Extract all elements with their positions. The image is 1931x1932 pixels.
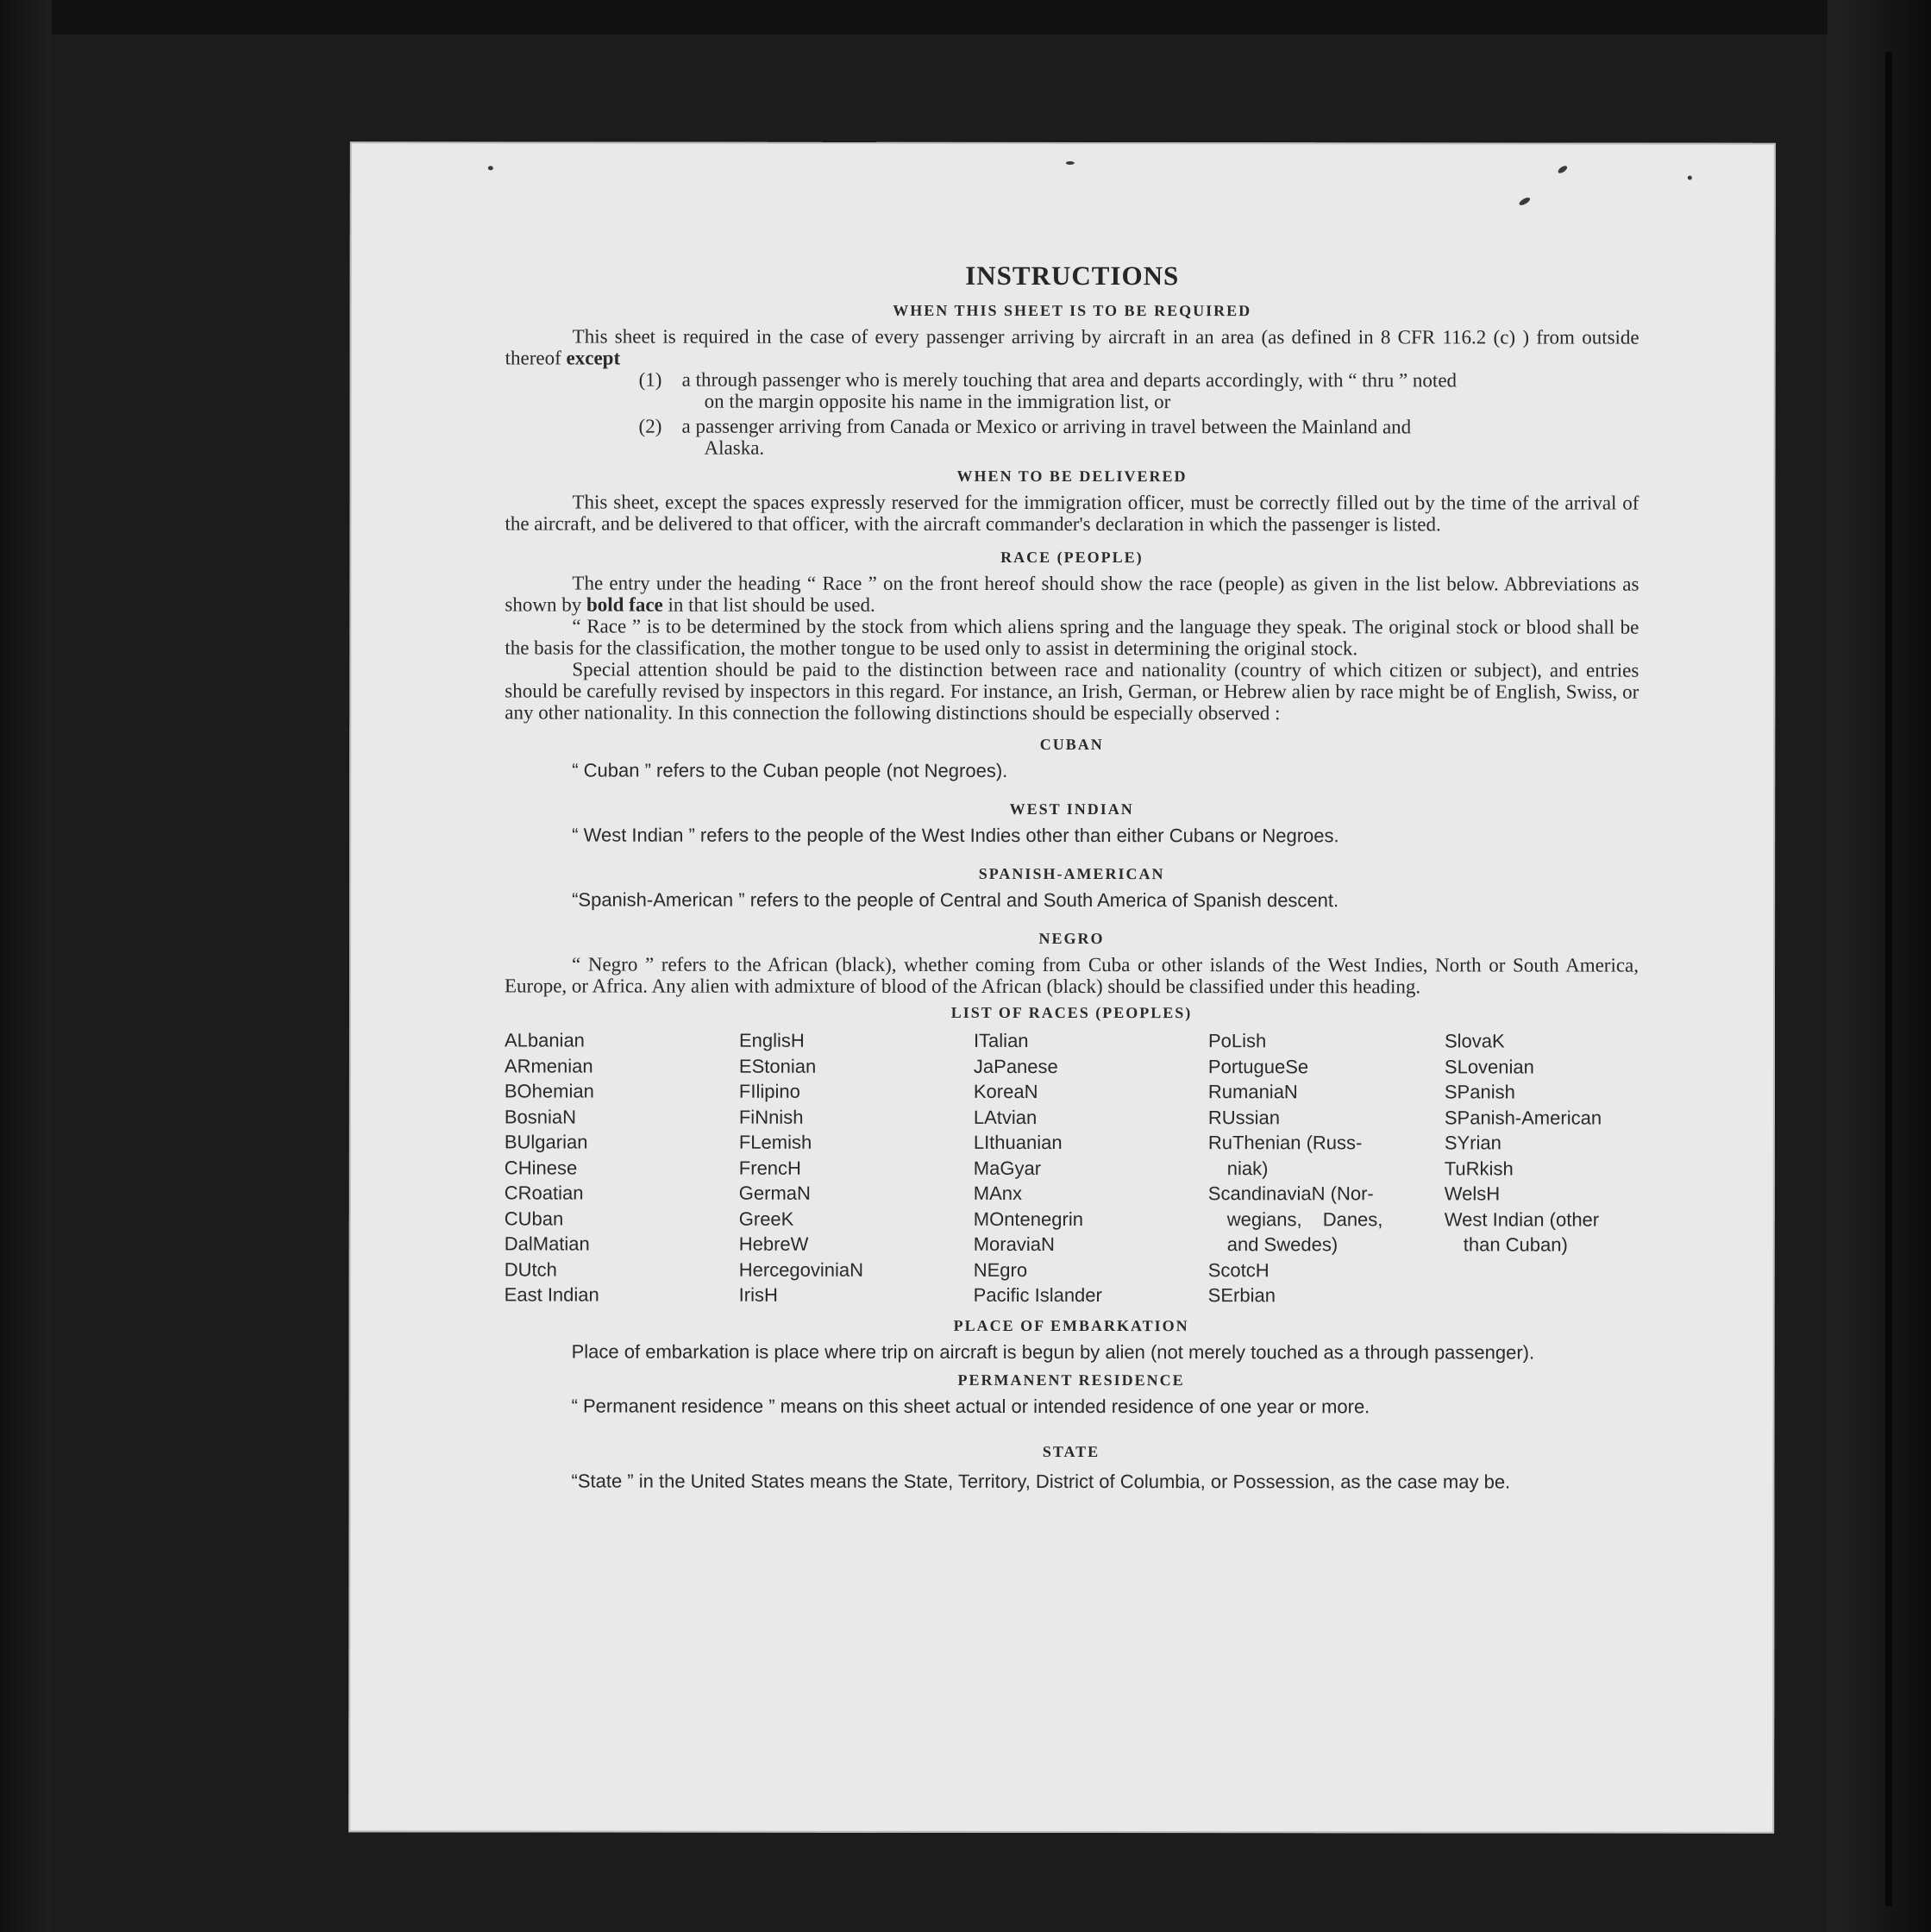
- embarkation-text: Place of embarkation is place where trip on aircraft is begun by alien (not merely touched as a through passenger).: [571, 1340, 1535, 1363]
- west-indian-text: “ West Indian ” refers to the people of the West Indies other than either Cubans or Negroes.: [572, 824, 1339, 847]
- section-heading-required: WHEN THIS SHEET IS TO BE REQUIRED: [893, 301, 1252, 320]
- speck-mark: [1518, 196, 1531, 206]
- exception-item-1: [639, 369, 1639, 413]
- race-paragraph-2: “ Race ” is to be determined by the stock from which aliens spring and the language they speak. The original stock or blood shall be the basis for the classification, the mother tongue to be used only to assist in determining the original stock.: [505, 615, 1639, 660]
- delivered-text: This sheet, except the spaces expressly reserved for the immigration officer, must be correctly filled out by the time of the arrival of the aircraft, and be delivered to that officer, with the aircraft commander's declaration in which the passenger is listed.: [505, 491, 1639, 536]
- race-entry: FLemish: [738, 1131, 812, 1153]
- section-heading-cuban: CUBAN: [1039, 735, 1104, 754]
- race-entry: CUban: [504, 1207, 564, 1229]
- section-heading-race: RACE (PEOPLE): [1000, 548, 1144, 567]
- race-entry-continued: and Swedes): [1226, 1233, 1339, 1256]
- race-entry: SErbian: [1207, 1284, 1276, 1307]
- race-entry: West Indian (other: [1444, 1208, 1600, 1231]
- races-list: [505, 1027, 1639, 1308]
- race-entry-continued: than Cuban): [1463, 1233, 1568, 1256]
- race-entry: DalMatian: [504, 1233, 590, 1255]
- speck-mark: [1066, 161, 1075, 165]
- required-intro-text: This sheet is required in the case of every passenger arriving by aircraft in an area (as defined in 8 CFR 116.2 (c) ) from outside thereof: [505, 325, 1639, 369]
- document-page: [348, 141, 1776, 1833]
- speck-mark: [1557, 165, 1568, 175]
- spanish-american-text: “Spanish-American ” refers to the people of Central and South America of Spanish descent.: [572, 888, 1339, 912]
- race-entry: NEgro: [973, 1258, 1028, 1281]
- races-column-5: [1445, 1028, 1639, 1308]
- race-entry: ScandinaviaN (Nor-: [1207, 1182, 1374, 1205]
- race-entry: PortugueSe: [1207, 1055, 1309, 1077]
- scan-border-left: [0, 0, 52, 1932]
- race-entry: RUssian: [1207, 1106, 1281, 1128]
- race-p1-text: The entry under the heading “ Race ” on the front hereof should show the race (people) as given in the list below. Abbreviations as shown by: [505, 572, 1639, 616]
- race-entry: KoreaN: [973, 1080, 1038, 1102]
- race-paragraph-1: [505, 572, 1639, 616]
- race-entry: RuThenian (Russ-: [1207, 1132, 1363, 1154]
- race-entry: BOhemian: [504, 1080, 594, 1102]
- section-heading-embarkation: PLACE OF EMBARKATION: [953, 1316, 1189, 1334]
- exception-number: (2): [638, 415, 662, 437]
- scan-border-top: [0, 0, 1931, 34]
- race-entry: BosniaN: [504, 1105, 577, 1128]
- race-entry-continued: wegians, Danes,: [1226, 1208, 1383, 1230]
- section-heading-spanish-american: SPANISH-AMERICAN: [978, 864, 1165, 883]
- race-entry: Pacific Islander: [973, 1283, 1102, 1307]
- race-entry-continued: niak): [1226, 1157, 1269, 1179]
- section-heading-west-indian: WEST INDIAN: [1009, 800, 1134, 819]
- race-entry: DUtch: [504, 1258, 557, 1280]
- race-entry: MaGyar: [973, 1157, 1042, 1179]
- race-entry: WelsH: [1444, 1182, 1501, 1205]
- race-paragraph-3: Special attention should be paid to the distinction between race and nationality (country of which citizen or subject), and entries should be carefully revised by inspectors in this regard. For instance, an Irish, German, or Hebrew alien by race might be of English, Swiss, or any other nationality. In this connection the following distinctions should be especially observed :: [505, 658, 1639, 724]
- page-title: INSTRUCTIONS: [965, 260, 1180, 292]
- race-entry: EStonian: [738, 1055, 817, 1077]
- race-entry: ScotcH: [1207, 1258, 1270, 1281]
- races-column-2: [739, 1028, 974, 1308]
- race-entry: RumaniaN: [1207, 1081, 1298, 1103]
- race-entry: FiNnish: [738, 1106, 804, 1128]
- race-entry: SPanish: [1444, 1081, 1515, 1103]
- exception-line: on the margin opposite his name in the immigration list, or: [704, 390, 1171, 413]
- race-p1-text-end: in that list should be used.: [668, 593, 875, 616]
- exception-line: a through passenger who is merely touching that area and departs accordingly, with “ thru ” noted: [681, 368, 1458, 392]
- races-column-3: [974, 1028, 1208, 1308]
- race-entry: TuRkish: [1444, 1157, 1514, 1179]
- exception-number: (1): [638, 368, 662, 391]
- exception-text: [682, 369, 1639, 413]
- exception-line: Alaska.: [704, 436, 765, 459]
- race-entry: HebreW: [738, 1233, 809, 1255]
- race-entry: ITalian: [973, 1029, 1029, 1051]
- required-intro: [505, 325, 1639, 369]
- instructions-content: [504, 258, 1639, 1495]
- race-entry: ALbanian: [504, 1029, 585, 1051]
- race-entry: CRoatian: [504, 1182, 584, 1204]
- race-entry: CHinese: [504, 1156, 578, 1179]
- exception-line: a passenger arriving from Canada or Mexico or arriving in travel between the Mainland and: [681, 415, 1412, 438]
- race-entry: GreeK: [738, 1208, 794, 1230]
- negro-text: “ Negro ” refers to the African (black), whether coming from Cuba or other islands of the West Indies, North or South America, Europe, or Africa. Any alien with admixture of blood of the African (black) should be classified under this heading.: [504, 953, 1639, 998]
- race-entry: SLovenian: [1444, 1055, 1534, 1077]
- race-entry: EnglisH: [738, 1029, 805, 1051]
- race-entry: ARmenian: [504, 1054, 593, 1077]
- races-column-4: [1208, 1028, 1445, 1308]
- race-entry: PoLish: [1207, 1030, 1267, 1052]
- scan-edge-line: [1885, 52, 1892, 1906]
- race-entry: SYrian: [1444, 1132, 1502, 1154]
- section-heading-residence: PERMANENT RESIDENCE: [957, 1371, 1185, 1389]
- section-heading-negro: NEGRO: [1038, 929, 1105, 948]
- race-entry: BUlgarian: [504, 1131, 588, 1153]
- race-entry: GermaN: [738, 1182, 811, 1204]
- race-entry: MoraviaN: [973, 1233, 1055, 1255]
- race-entry: LIthuanian: [973, 1131, 1063, 1154]
- residence-text: “ Permanent residence ” means on this sheet actual or intended residence of one year or more.: [571, 1395, 1370, 1417]
- races-column-1: [505, 1027, 739, 1308]
- exception-item-2: [639, 416, 1639, 460]
- race-entry: MAnx: [973, 1182, 1023, 1204]
- scan-border-right: [1828, 0, 1931, 1932]
- race-entry: MOntenegrin: [973, 1208, 1083, 1230]
- speck-mark: [1688, 176, 1692, 180]
- section-heading-races-list: LIST OF RACES (PEOPLES): [950, 1003, 1193, 1022]
- speck-mark: [488, 166, 493, 170]
- race-entry: East Indian: [504, 1283, 599, 1306]
- race-entry: SlovaK: [1444, 1030, 1505, 1052]
- race-entry: HercegoviniaN: [738, 1258, 864, 1281]
- state-text: “State ” in the United States means the State, Territory, District of Columbia, or Possession, as the case may be.: [571, 1470, 1511, 1492]
- section-heading-state: STATE: [1042, 1442, 1100, 1460]
- section-heading-delivered: WHEN TO BE DELIVERED: [956, 467, 1188, 486]
- race-entry: SPanish-American: [1444, 1106, 1602, 1129]
- cuban-text: “ Cuban ” refers to the Cuban people (not Negroes).: [572, 759, 1008, 781]
- race-p1-bold: bold face: [586, 593, 663, 616]
- race-entry: IrisH: [738, 1283, 778, 1306]
- required-except: except: [566, 347, 621, 369]
- race-entry: LAtvian: [973, 1106, 1038, 1128]
- exception-text: [682, 416, 1639, 460]
- race-entry: FIlipino: [738, 1080, 800, 1102]
- race-entry: FrencH: [738, 1157, 801, 1179]
- race-entry: JaPanese: [973, 1055, 1058, 1077]
